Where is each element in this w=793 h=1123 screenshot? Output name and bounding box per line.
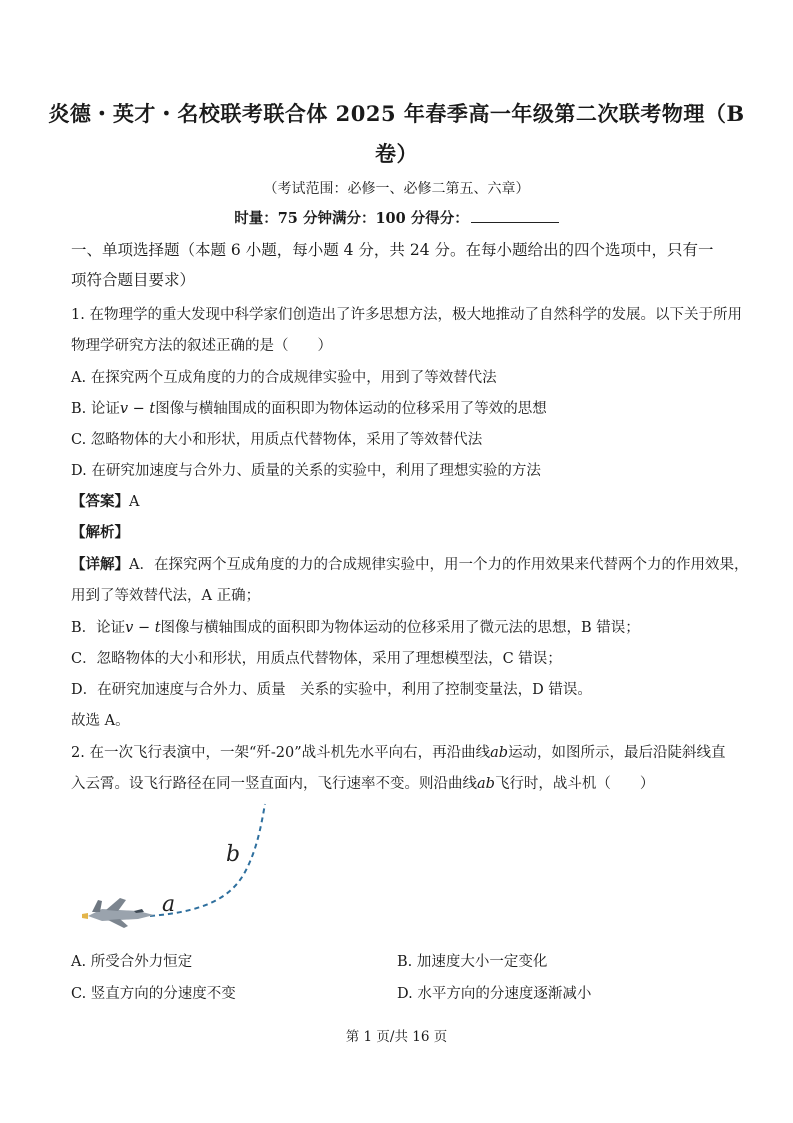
q2-option-d: D. 水平方向的分速度逐渐减小 xyxy=(397,986,592,1002)
analysis-label: 【解析】 xyxy=(71,525,129,541)
fighter-jet-icon xyxy=(82,898,154,928)
page-footer: 第 1 页/共 16 页 xyxy=(345,1029,448,1045)
q1-option-b xyxy=(71,397,547,418)
doc-title-line-2: 卷） xyxy=(375,141,418,166)
doc-title-line-1: 炎德・英才・名校联考联合体 2025 年春季高一年级第二次联考物理（B xyxy=(48,101,745,126)
section-1-heading-line-1: 一、单项选择题（本题 6 小题，每小题 4 分，共 24 分。在每小题给出的四个选项中，只有一 xyxy=(71,241,714,259)
q1-detail-b xyxy=(71,616,640,637)
detail-b-pre: B．论证 xyxy=(71,620,126,636)
detail-b-var: v − t xyxy=(125,620,161,636)
q1-option-b-pre: B. 论证 xyxy=(71,401,120,417)
q1-stem-line-1: 1. 在物理学的重大发现中科学家们创造出了许多思想方法，极大地推动了自然科学的发展。以下关于所用 xyxy=(71,307,742,323)
q1-detail-c: C．忽略物体的大小和形状，用质点代替物体，采用了理想模型法，C 错误； xyxy=(71,651,562,667)
q2-option-c: C. 竖直方向的分速度不变 xyxy=(71,986,236,1002)
answer-value: A xyxy=(129,494,140,510)
detail-b-post: 图像与横轴围成的面积即为物体运动的位移采用了微元法的思想，B 错误； xyxy=(160,620,640,636)
q1-option-a: A. 在探究两个互成角度的力的合成规律实验中，用到了等效替代法 xyxy=(71,370,497,386)
section-1-heading-line-2: 项符合题目要求） xyxy=(71,271,196,289)
score-blank xyxy=(471,208,559,223)
q2-stem-line-2-pre: 入云霄。设飞行路径在同一竖直面内，飞行速率不变。则沿曲线 xyxy=(71,776,477,792)
time-info xyxy=(0,207,793,228)
q2-flight-path-figure xyxy=(80,800,280,935)
q1-detail-d: D．在研究加速度与合外力、质量 关系的实验中，利用了控制变量法，D 错误。 xyxy=(71,682,592,698)
q1-answer xyxy=(71,490,139,511)
time-info-text: 时量：75 分钟满分：100 分得分： xyxy=(234,210,469,227)
q2-option-a: A. 所受合外力恒定 xyxy=(71,954,193,970)
q1-stem-line-2: 物理学研究方法的叙述正确的是（ ） xyxy=(71,338,332,354)
q1-conclusion: 故选 A。 xyxy=(71,713,130,729)
exam-scope: （考试范围：必修一、必修二第五、六章） xyxy=(263,181,530,197)
q2-stem-line-2 xyxy=(71,772,654,793)
q2-stem-line-1-pre: 2. 在一次飞行表演中，一架“歼-20”战斗机先水平向右，再沿曲线 xyxy=(71,745,491,761)
q1-option-b-post: 图像与横轴围成的面积即为物体运动的位移采用了等效的思想 xyxy=(155,401,547,417)
q2-var-ab-2: ab xyxy=(477,776,495,792)
q2-var-ab-1: ab xyxy=(490,745,509,761)
curve-label-a: a xyxy=(162,892,176,917)
detail-a-text: A．在探究两个互成角度的力的合成规律实验中，用一个力的作用效果来代替两个力的作用效果， xyxy=(129,557,749,573)
q2-option-b: B. 加速度大小一定变化 xyxy=(397,954,548,970)
detail-label: 【详解】 xyxy=(71,557,129,573)
q1-option-d: D. 在研究加速度与合外力、质量的关系的实验中，利用了理想实验的方法 xyxy=(71,463,541,479)
q2-stem-line-1 xyxy=(71,741,726,762)
q1-option-c: C. 忽略物体的大小和形状，用质点代替物体，采用了等效替代法 xyxy=(71,432,483,448)
q2-stem-line-1-post: 运动，如图所示，最后沿陡斜线直 xyxy=(508,745,726,761)
answer-label: 【答案】 xyxy=(71,494,129,510)
curve-label-b: b xyxy=(226,842,241,867)
q2-stem-line-2-post: 飞行时，战斗机（ ） xyxy=(494,776,655,792)
q1-option-b-var: v − t xyxy=(119,401,156,417)
q1-detail-a-line-2: 用到了等效替代法，A 正确； xyxy=(71,588,261,604)
q1-detail-a-line-1 xyxy=(71,553,748,574)
q1-analysis-label xyxy=(71,521,129,542)
